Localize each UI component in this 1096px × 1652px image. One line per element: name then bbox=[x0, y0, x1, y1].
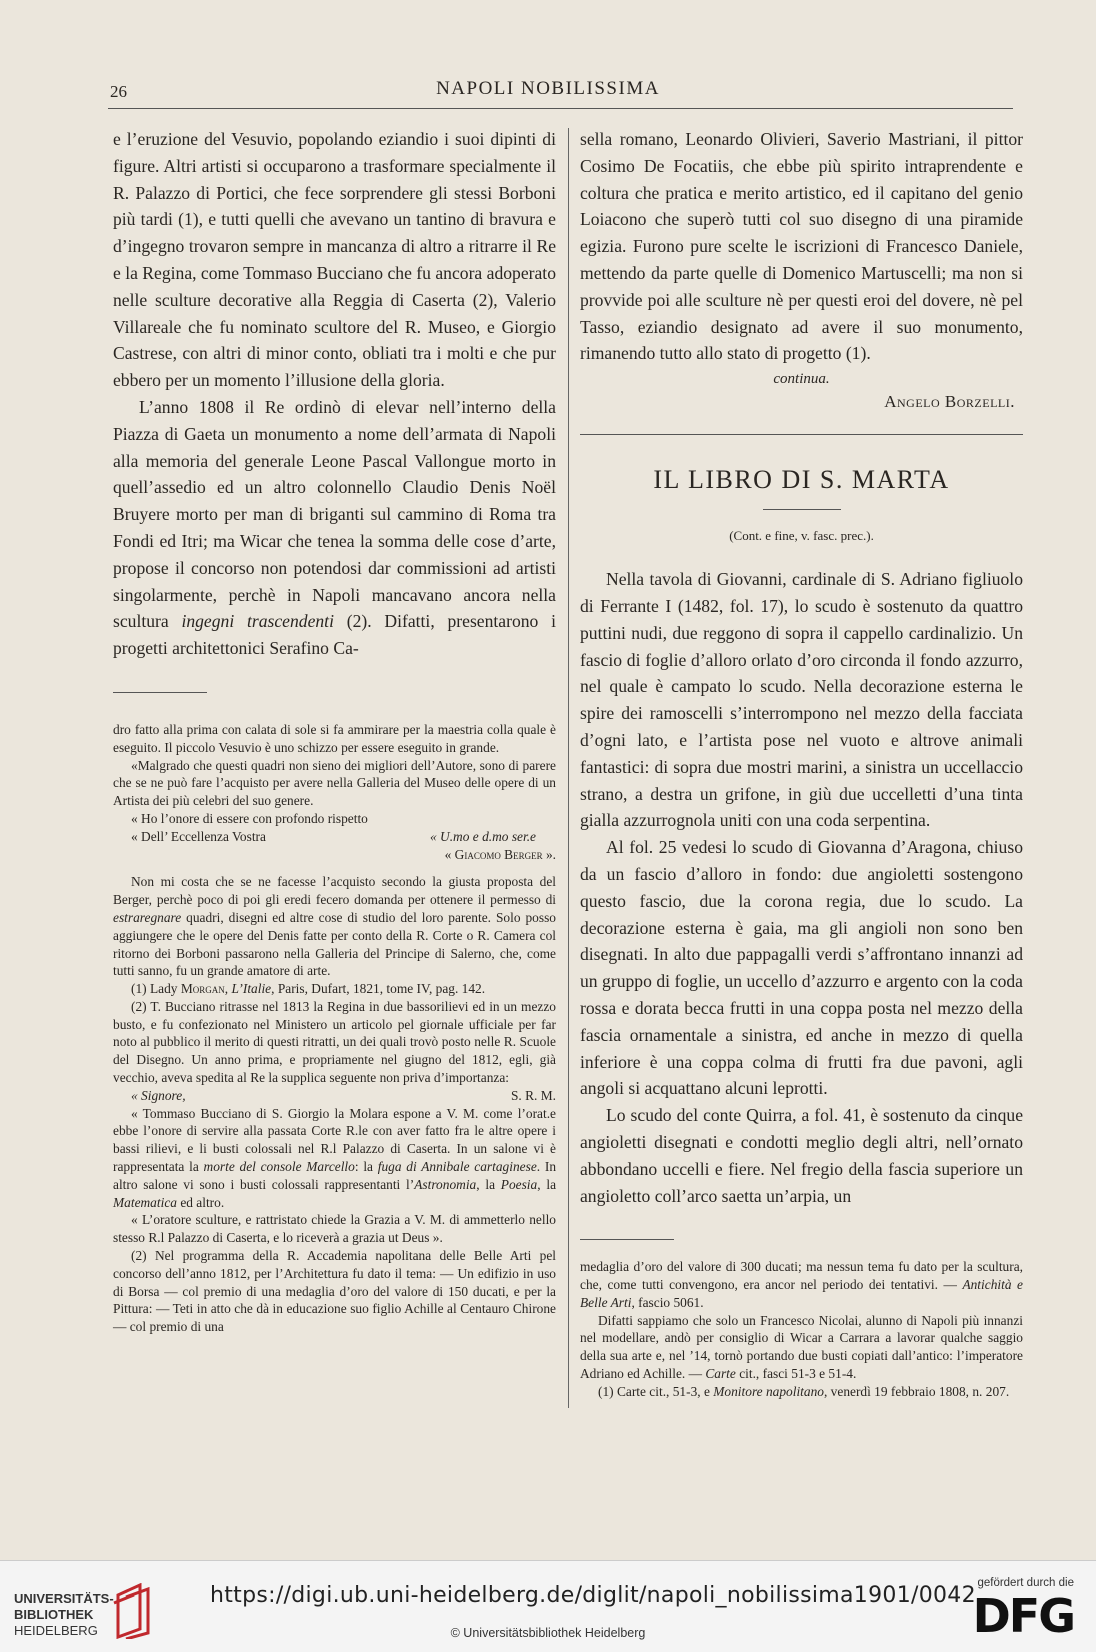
continuation-note: (Cont. e fine, v. fasc. prec.). bbox=[729, 528, 874, 544]
footnote-text bbox=[113, 1087, 556, 1105]
text-run: cit., fasci 51-3 e 51-4. bbox=[735, 1366, 857, 1382]
italic-run: Antichità e Belle Arti bbox=[580, 1277, 1023, 1310]
continua-note: continua. bbox=[773, 371, 830, 388]
footnote-rule bbox=[113, 692, 207, 693]
author-signature: Angelo Borzelli. bbox=[884, 392, 1015, 412]
viewer-footer bbox=[0, 1560, 1096, 1652]
text-run: , fascio 5061. bbox=[631, 1294, 704, 1310]
text-run: ed altro. bbox=[176, 1194, 225, 1210]
text-run: (1) Carte cit., 51-3, e bbox=[598, 1383, 714, 1399]
right-paragraph-1: sella romano, Leonardo Olivieri, Saverio Mastriani, il pittor Cosimo De Focatiis, che ebbe più spirito intraprendente e coltura che pratica e merito artistico, ed il capitano del genio Loiacono che superò tutti col suo disegno di una piramide egizia. Furono pure scelte le iscrizioni di Francesco Daniele, mettendo da parte quelle di Domenico Martuscelli; ma non si provvide poi alle sculture nè per questi eroi del dovere, nè pel Tasso, eziandio designato ad avere il suo monumento, rimanendo tutto allo stato di progetto (1). bbox=[580, 129, 1023, 364]
text-run: , bbox=[224, 981, 232, 997]
left-paragraph-1: e l’eruzione del Vesuvio, popolando eziandio i suoi dipinti di figure. Altri artisti si occuparono a trasformare specialmente il R. Palazzo di Portici, che fece sorprendere gli stessi Borboni più tardi (1), e tutti quelli che avevano un tantino di bravura e d’ingegno trovaron sempre in mancanza di altro a ritrarre il Re e la Regina, come Tommaso Bucciano che fu ancora adoperato nelle sculture decorative alla Reggia di Caserta (2), Valerio Villareale che fu nominato scultore del R. Museo, e Giorgio Castrese, con altri di minor conto, obliati tra i molti e che pur ebbero per un momento l’illusione della gloria. bbox=[113, 129, 556, 391]
italic-run: Matematica bbox=[113, 1194, 177, 1210]
text-run: , Paris, Dufart, 1821, tome IV, pag. 142. bbox=[271, 981, 486, 997]
left-body bbox=[113, 126, 556, 662]
footnote-text: dro fatto alla prima con calata di sole si fa ammirare per la maestria colla quale è eseguito. Il piccolo Vesuvio è uno schizzo per essere eseguito in grande. bbox=[113, 721, 556, 755]
permalink-url[interactable]: https://digi.ub.uni-heidelberg.de/diglit/napoli_nobilissima1901/0042 bbox=[210, 1583, 976, 1608]
footnote-text: (2) Nel programma della R. Accademia napolitana delle Belle Arti pel concorso dell’anno 1812, per l’Architettura fu dato il tema: — Un edifizio in uso di Borsa — col premio di una medaglia d’oro del valore di 150 ducati, e per la Pittura: — Teti in atto che dà in educazione suo figlio Achille al Centauro Chirone — col premio di una bbox=[113, 1248, 556, 1335]
right-paragraph-3: Al fol. 25 vedesi lo scudo di Giovanna d’Aragona, chiuso da un fascio d’alloro in fondo: due angioletti sostengono questo fascio, due la corona regia, due lo scudo. La decorazione esterna è gaia, ma gli angioli non sono ben disegnati. In alto due pappagalli verdi s’affrontano innanzi ad un gruppo di foglie, un uccello d’azzurro e argento con la coda rossa e dorata becca frutti in una coppa posta nel mezzo della fascia ornamentale a sinistra, ed anche in mezzo di quella inferiore è una coppa colma di frutti fra due pavoni, agli angoli si acquattano alcuni leprotti. bbox=[580, 837, 1023, 1099]
italic-run: Monitore napolitano bbox=[713, 1383, 824, 1399]
footnote-text bbox=[580, 1383, 1023, 1401]
italic-run: Poesia bbox=[500, 1176, 538, 1192]
footnote-text bbox=[580, 1258, 1023, 1311]
library-name-line: HEIDELBERG bbox=[14, 1623, 98, 1638]
column-divider bbox=[568, 128, 569, 1408]
text-run: (1) Lady bbox=[131, 981, 181, 997]
funding-label: gefördert durch die bbox=[977, 1577, 1074, 1589]
right-body-top bbox=[580, 126, 1023, 367]
left-footnotes bbox=[113, 721, 556, 1336]
footnote-text bbox=[113, 873, 556, 980]
text-run: Non mi costa che se ne facesse l’acquisto secondo la giusta proposta del Berger, perchè poco di poi gli eredi fecero domanda per ottenere il permesso di bbox=[113, 874, 556, 908]
text-run: S. R. M. bbox=[510, 1087, 556, 1103]
text-run: . In altro salone vi sono i busti colossali rappresentanti l’ bbox=[113, 1159, 557, 1192]
left-paragraph-2 bbox=[113, 394, 556, 662]
title-rule bbox=[763, 509, 841, 510]
library-name-line: BIBLIOTHEK bbox=[14, 1607, 94, 1622]
right-body bbox=[580, 566, 1023, 1209]
copyright-text: © Universitätsbibliothek Heidelberg bbox=[450, 1626, 646, 1640]
section-title: IL LIBRO DI S. MARTA bbox=[653, 465, 950, 495]
running-title: NAPOLI NOBILISSIMA bbox=[436, 78, 660, 99]
footnote-text: « Ho l’onore di essere con profondo rispetto bbox=[131, 810, 368, 826]
italic-run: ingegni trascendenti bbox=[181, 611, 334, 632]
library-name-line: UNIVERSITÄTS- bbox=[14, 1591, 114, 1606]
italic-run: Astronomia bbox=[414, 1176, 477, 1192]
italic-run: L’Italie bbox=[231, 981, 272, 997]
italic-run: Carte bbox=[705, 1366, 736, 1382]
header-rule bbox=[108, 108, 1013, 109]
text-run: « Dell’ Eccellenza Vostra bbox=[131, 828, 266, 844]
left-column bbox=[113, 126, 556, 1336]
italic-run: « Signore, bbox=[131, 1087, 186, 1103]
text-run: « Tommaso Bucciano di S. Giorgio la Molara espone a V. M. come l’orat.e ebbe l’onore di servire alla passata Corte R.le con aver fatto fra le altre opere i bassi rilievi, e li busti colossali nel R.l Palazzo di Caserta. In un salone vi è rappresentata la bbox=[113, 1105, 556, 1175]
footnote-text: « L’oratore sculture, e rattristato chiede la Grazia a V. M. di ammetterlo nello stesso R.l Palazzo di Caserta, e lo riceverà a grazia ut Deus ». bbox=[113, 1212, 556, 1246]
italic-run: estraregnare bbox=[113, 909, 182, 925]
italic-run: fuga di Annibale cartaginese bbox=[377, 1159, 537, 1175]
italic-run: morte del console Marcello bbox=[203, 1159, 355, 1175]
footnote-rule bbox=[580, 1239, 674, 1240]
right-paragraph-2: Nella tavola di Giovanni, cardinale di S. Adriano figliuolo di Ferrante I (1482, fol. 17), lo scudo è sostenuto da quattro puttini nudi, due reggono di sopra il cappello cardinalizio. Un fascio di foglie d’alloro orlato d’oro circonda il fondo azzurro, nel quale è campato lo scudo. Nella decorazione esterna le spire dei ramoscelli s’interrompono nel mezzo della facciata d’ogni lato, e l’artista pose nel vuoto e altrove animali fantastici: di sopra due mostri marini, a sinistra un uccellaccio strano, a destra un grifone, in giù due uccelletti d’una tinta gialla azzurrognola uniti con una coda serpentina. bbox=[580, 569, 1023, 831]
text-run: L’anno 1808 il Re ordinò di elevar nell’interno della Piazza di Gaeta un monumento a nome dell’armata di Napoli alla memoria del generale Leone Pascal Vallongue morto in quell’assedio ed un altro colonnello Claudio Denis Noël Bruyere morto per man di briganti sul cammino di Roma tra Fondi ed Itri; ma Wicar che tenea la somma delle cose d’arte, propose il concorso non potendosi dar commissioni ad artisti singolarmente, perchè in Napoli mancavano ancora nella scultura bbox=[113, 396, 556, 632]
section-rule bbox=[580, 434, 1023, 435]
footnote-text: «Malgrado che questi quadri non sieno dei migliori dell’Autore, sono di parere che se ne può fare l’acquisto per avere nella Galleria del Museo delle opere di un Artista dei più celebri del suo genere. bbox=[113, 757, 556, 809]
text-run: (2). Difatti, presentarono i progetti architettonici Serafino Ca- bbox=[113, 611, 556, 659]
footnote-text bbox=[113, 1105, 556, 1212]
text-run: , venerdì 19 febbraio 1808, n. 207. bbox=[823, 1383, 1010, 1399]
page-number: 26 bbox=[110, 82, 127, 101]
text-run: Difatti sappiamo che solo un Francesco Nicolai, alunno di Napoli più innanzi nel modellare, andò per consiglio di Wicar a Carrara a lavorar qualche saggio della sua arte e, nel ’14, tornò portando due busti copiati dall’antico: l’imperatore Adriano ed Achille. — bbox=[580, 1312, 1023, 1382]
text-run: , la bbox=[537, 1176, 557, 1192]
right-footnotes bbox=[580, 1258, 1023, 1400]
text-run: , la bbox=[476, 1176, 501, 1192]
text-run: : la bbox=[354, 1159, 378, 1175]
right-paragraph-4: Lo scudo del conte Quirra, a fol. 41, è sostenuto da cinque angioletti disegnati e condotti meglio degli altri, nell’ornato abbondano uccelli e fiere. Nel fregio della fascia superiore un angioletto coll’arco saetta un’arpia, un bbox=[580, 1105, 1023, 1206]
footnote-signature bbox=[113, 846, 556, 864]
footnote-text: (2) T. Bucciano ritrasse nel 1813 la Regina in due bassorilievi ed in un mezzo busto, e fu confezionato nel Ministero un articolo pel giornale ufficiale per far noto al pubblico il merito di questi ritratti, un dei quali trovò posto nelle R. Scuole del Disegno. Un anno prima, e propriamente nel giugno del 1812, egli, già vecchio, aveva spedita al Re la supplica seguente non priva d’importanza: bbox=[113, 998, 556, 1086]
text-run: Morgan bbox=[180, 981, 225, 997]
dfg-logo[interactable]: DFG bbox=[972, 1589, 1074, 1643]
text-run: quadri, disegni ed altre cose di studio del loro parente. Solo posso aggiungere che le opere del Denis fatte per conto della R. Corte o R. Camera col ritorno dei Borboni passarono nella Galleria del Principe di Salerno, che, come tutti sanno, fu un grande amatore di arte. bbox=[113, 909, 556, 979]
footnote-text bbox=[113, 828, 556, 846]
footnote-text bbox=[113, 980, 556, 998]
text-run: medaglia d’oro del valore di 300 ducati; ma nessun tema fu dato per la scultura, che, come tutti convengono, era ancor nel periodo dei tentativi. — bbox=[580, 1259, 1023, 1293]
right-column bbox=[580, 126, 1023, 1401]
italic-run: « U.mo e d.mo ser.e bbox=[430, 828, 536, 844]
text-run: « Giacomo Berger ». bbox=[444, 846, 556, 862]
footnote-text bbox=[580, 1312, 1023, 1383]
